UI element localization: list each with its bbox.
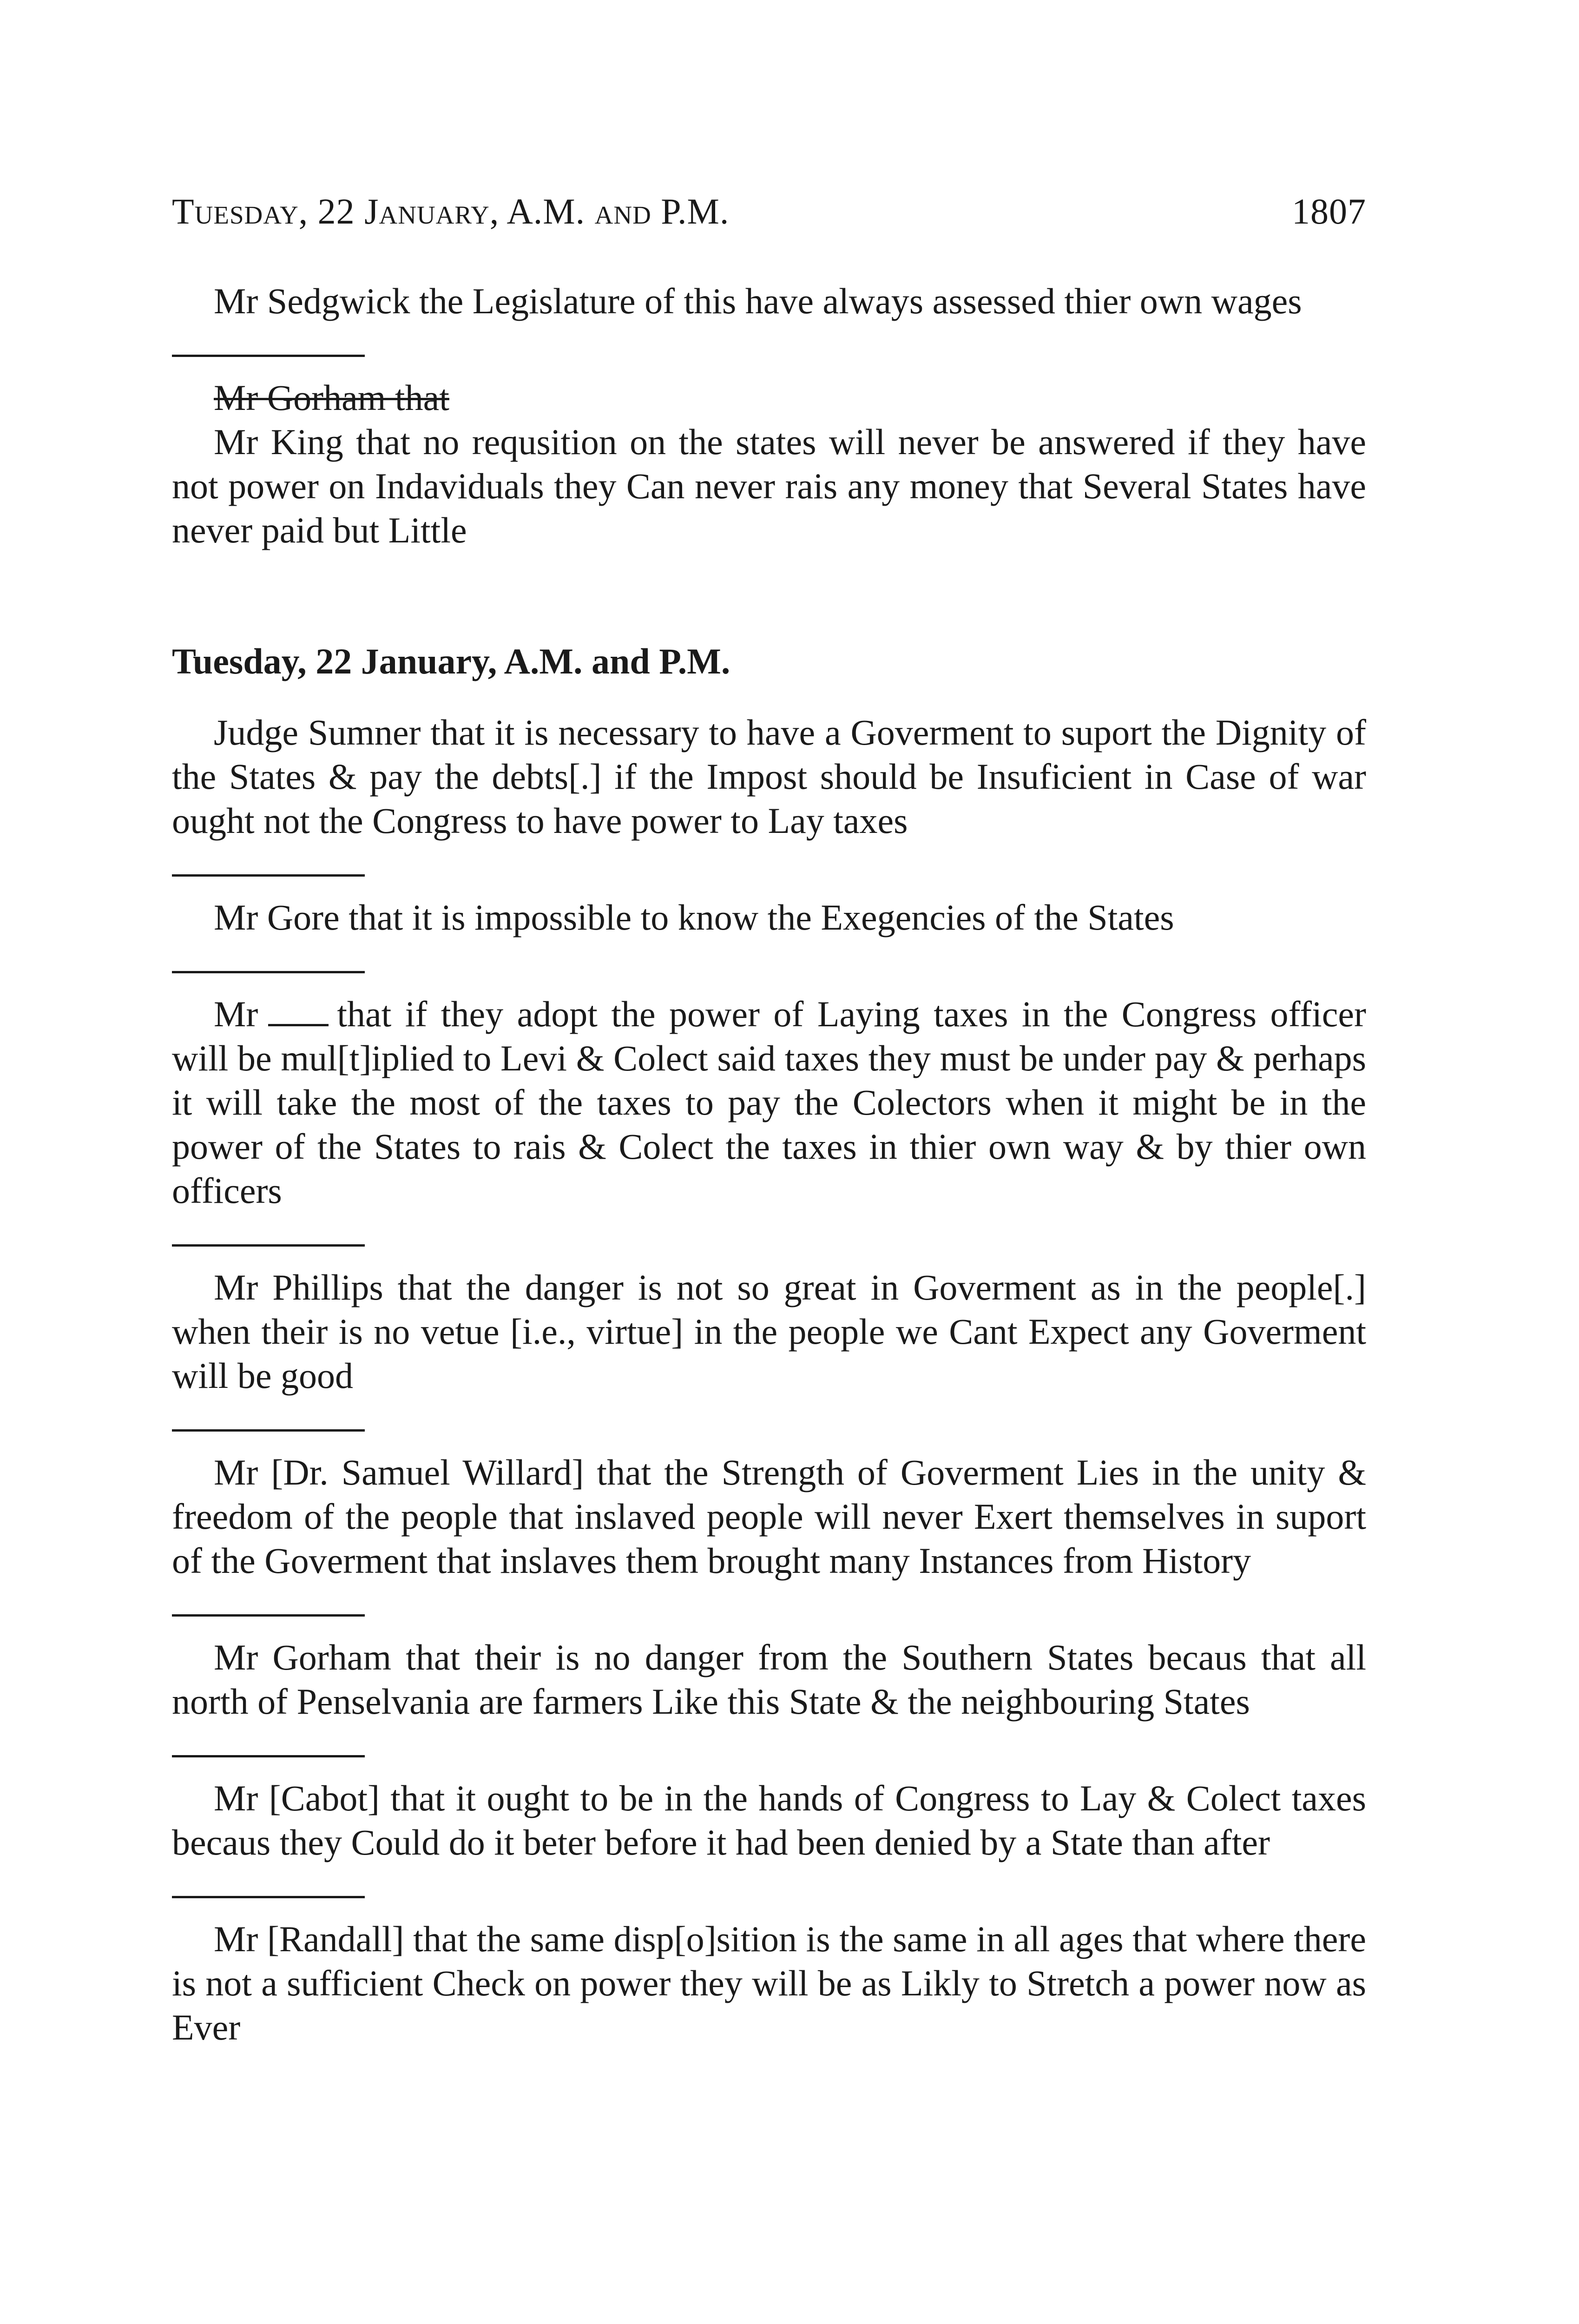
entry-phillips: Mr Phillips that the danger is not so great in Goverment as in the people[.] when their is no vetue [i.e., virtue] in the people we Cant Expect any Goverment will be good [172,1267,1366,1396]
separator-rule [172,1755,365,1757]
entry-unnamed [172,992,1366,1213]
separator-rule [172,1614,365,1617]
entry-gore: Mr Gore that it is impossible to know the Exegencies of the States [214,897,1174,938]
blank-name-line [268,1024,329,1026]
entry-king: Mr King that no requsition on the states will never be answered if they have not power on Indaviduals they Can never rais any money that Several States have never paid but Little [172,422,1366,550]
separator-rule [172,971,365,973]
page-number: 1807 [1292,191,1366,231]
separator-rule [172,1896,365,1898]
entry-prefix: Mr [214,994,258,1034]
entry-randall: Mr [Randall] that the same disp[o]sition is the same in all ages that where there is not a sufficient Check on power they will be as Likly to Stretch a power now as Ever [172,1919,1366,2047]
separator-rule [172,1429,365,1432]
entry-sumner: Judge Sumner that it is necessary to have a Goverment to suport the Dignity of the States & pay the debts[.] if the Impost should be Insuficient in Case of war ought not the Congress to have power to Lay taxes [172,712,1366,841]
struck-line: Mr Gorham that [214,377,449,418]
entry-unnamed-text: that if they adopt the power of Laying taxes in the Congress officer will be mul[t]iplied to Levi & Colect said taxes they must be under pay & perhaps it will take the most of the taxes to pay the Colectors when it might be in the power of the States to rais & Colect the taxes in thier own way & by thier own officers [172,994,1366,1211]
entry-cabot: Mr [Cabot] that it ought to be in the hands of Congress to Lay & Colect taxes becaus they Could do it beter before it had been denied by a State than after [172,1778,1366,1862]
entry-gorham: Mr Gorham that their is no danger from the Southern States becaus that all north of Penselvania are farmers Like this State & the neighbouring States [172,1637,1366,1722]
running-head-title: Tuesday, 22 January, A.M. and P.M. [172,191,730,231]
entry-sedgwick: Mr Sedgwick the Legislature of this have always assessed thier own wages [214,281,1302,321]
section-heading: Tuesday, 22 January, A.M. and P.M. [172,641,730,681]
document-page [172,188,1366,2049]
entry-willard: Mr [Dr. Samuel Willard] that the Strength of Goverment Lies in the unity & freedom of the people that inslaved people will never Exert themselves in suport of the Goverment that inslaves them brought many Instances from History [172,1452,1366,1581]
running-head [172,188,1366,235]
separator-rule [172,1244,365,1247]
separator-rule [172,355,365,357]
separator-rule [172,874,365,877]
